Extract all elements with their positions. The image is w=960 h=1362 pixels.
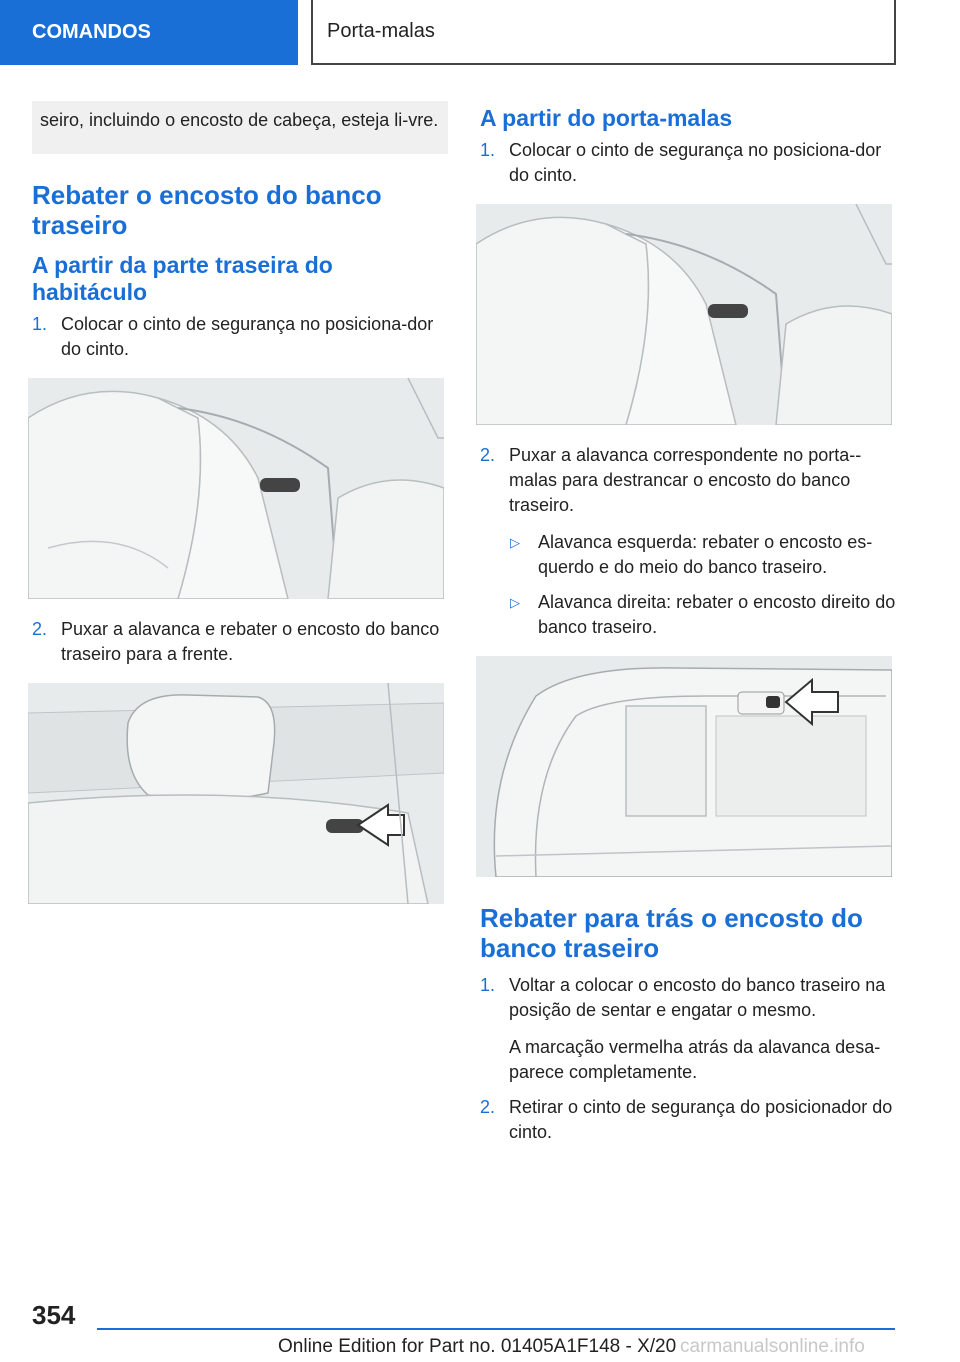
step-item [480, 1095, 896, 1145]
figure-belt-holder-trunk [476, 204, 892, 425]
step-text: Puxar a alavanca e rebater o encosto do banco traseiro para a frente. [61, 619, 440, 664]
subheading-from-cabin: A partir da parte traseira do habitáculo [32, 252, 333, 305]
step-number: 2. [480, 1097, 496, 1117]
step-note: A marcação vermelha atrás da alavanca desa-parece completamente. [509, 1037, 881, 1082]
seat-belt-illustration [28, 378, 444, 599]
seat-belt-illustration [476, 204, 892, 425]
footer-edition: Online Edition for Part no. 01405A1F148 - X/20 [278, 1336, 677, 1357]
seat-lever-illustration [28, 683, 444, 904]
left-column [32, 101, 448, 922]
step-text: Voltar a colocar o encosto do banco traseiro na posição de sentar e engatar o mesmo. [509, 975, 886, 1020]
note-continuation: seiro, incluindo o encosto de cabeça, esteja li-vre. [32, 101, 448, 154]
step-text: Puxar a alavanca correspondente no porta--malas para destrancar o encosto do banco traseiro. [509, 445, 862, 515]
step-item [480, 443, 896, 518]
subheading-from-trunk: A partir do porta-malas [480, 105, 733, 131]
chapter-tab: COMANDOS [0, 0, 298, 65]
step-number: 1. [480, 975, 496, 995]
triangle-right-icon: ▷ [510, 595, 520, 610]
figure-trunk-lever [476, 656, 892, 877]
figure-belt-holder [28, 378, 444, 599]
heading-fold-back: Rebater para trás o encosto do banco traseiro [480, 903, 863, 963]
step-item [32, 617, 448, 667]
step-item [480, 138, 896, 188]
figure-seat-lever [28, 683, 444, 904]
right-column [480, 101, 896, 1157]
step-number: 1. [480, 140, 496, 160]
bullet-text: Alavanca esquerda: rebater o encosto es-querdo e do meio do banco traseiro. [538, 532, 873, 577]
bullet-item [480, 590, 896, 640]
triangle-right-icon: ▷ [510, 535, 520, 550]
step-number: 2. [32, 619, 48, 639]
step-item [32, 312, 448, 362]
bullet-text: Alavanca direita: rebater o encosto direito do banco traseiro. [538, 592, 896, 637]
step-number: 2. [480, 445, 496, 465]
step-text: Retirar o cinto de segurança do posicionador do cinto. [509, 1097, 893, 1142]
step-text: Colocar o cinto de segurança no posiciona-dor do cinto. [509, 140, 882, 185]
step-item [480, 973, 896, 1023]
page-number: 354 [32, 1300, 76, 1330]
step-text: Colocar o cinto de segurança no posiciona-dor do cinto. [61, 314, 434, 359]
bullet-item [480, 530, 896, 580]
watermark: carmanualsonline.info [680, 1336, 865, 1357]
section-title: Porta-malas [311, 0, 896, 65]
heading-fold-backrest: Rebater o encosto do banco traseiro [32, 180, 382, 240]
step-number: 1. [32, 314, 48, 334]
trunk-lever-illustration [476, 656, 892, 877]
footer-divider [97, 1328, 895, 1330]
